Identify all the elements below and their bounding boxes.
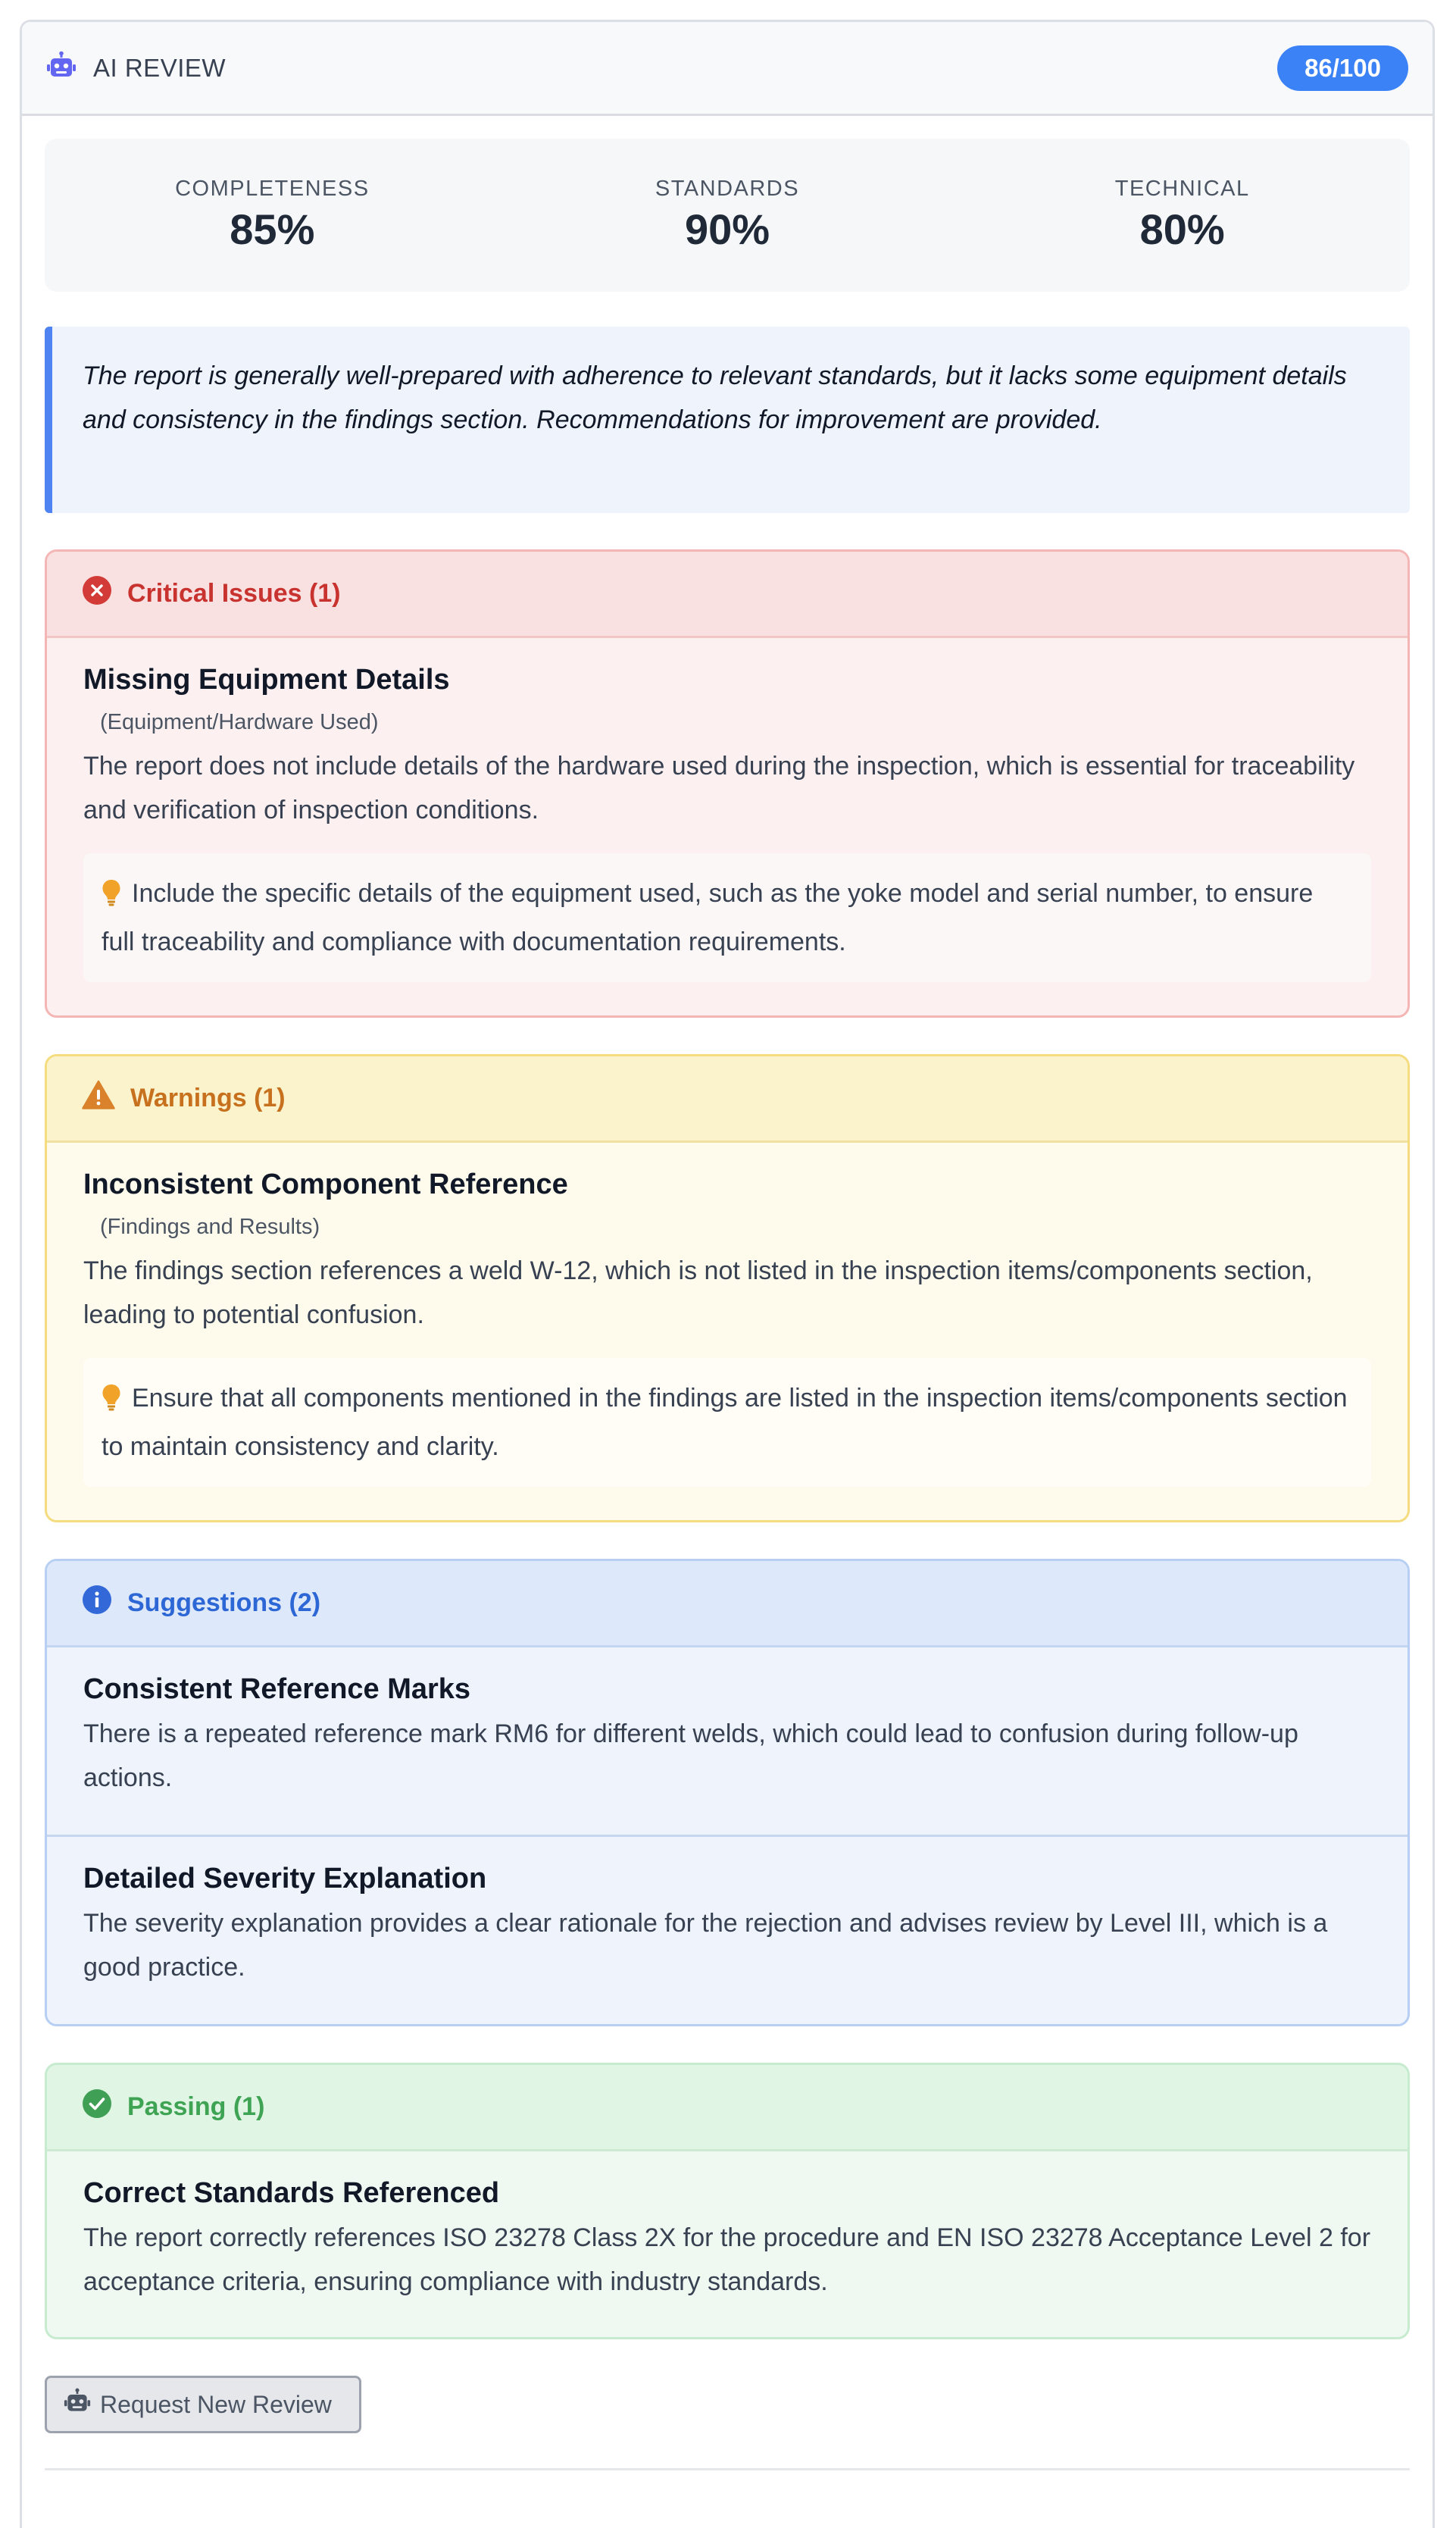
info-circle-icon xyxy=(82,1585,112,1622)
list-item xyxy=(47,2151,1408,2337)
warning-triangle-icon xyxy=(82,1080,115,1117)
review-header xyxy=(22,22,1433,116)
tip-text: Include the specific details of the equipment used, such as the yoke model and serial number, to ensure full traceability and compliance with documentation requirements. xyxy=(102,879,1314,956)
tip-text: Ensure that all components mentioned in the findings are listed in the inspection items/components section to maintain consistency and clarity. xyxy=(102,1384,1348,1461)
item-description: The severity explanation provides a clear rationale for the rejection and advises review by Level III, which is a good practice. xyxy=(83,1909,1328,1982)
check-circle-icon xyxy=(82,2088,112,2126)
item-title: Correct Standards Referenced xyxy=(83,2177,500,2209)
item-title: Inconsistent Component Reference xyxy=(83,1169,568,1200)
warnings-title: Warnings (1) xyxy=(130,1084,286,1112)
passing-section xyxy=(45,2063,1410,2339)
recommendation-tip xyxy=(83,853,1371,982)
critical-issues-section xyxy=(45,549,1410,1018)
review-content xyxy=(22,116,1433,2470)
metric-technical xyxy=(955,177,1410,254)
review-title: AI REVIEW xyxy=(93,53,227,82)
review-summary: The report is generally well-prepared with adherence to relevant standards, but it lacks some equipment details and consistency in the findings section. Recommendations for improvement are provided. xyxy=(45,327,1410,513)
critical-issues-header[interactable] xyxy=(47,552,1408,638)
metric-label: STANDARDS xyxy=(655,177,800,201)
list-item xyxy=(47,1835,1408,2024)
lightbulb-icon xyxy=(102,876,121,920)
item-title: Missing Equipment Details xyxy=(83,664,450,696)
lightbulb-icon xyxy=(102,1381,121,1425)
metric-value: 85% xyxy=(230,205,315,253)
suggestions-section xyxy=(45,1559,1410,2026)
recommendation-tip xyxy=(83,1358,1371,1487)
x-circle-icon xyxy=(82,575,112,612)
item-description: There is a repeated reference mark RM6 for different welds, which could lead to confusion during follow-up actions. xyxy=(83,1719,1298,1792)
item-description: The report correctly references ISO 23278 Class 2X for the procedure and EN ISO 23278 Acceptance Level 2 for acceptance criteria, ensuring compliance with industry standards. xyxy=(83,2223,1371,2296)
item-description: The report does not include details of the hardware used during the inspection, which is essential for traceability and verification of inspection conditions. xyxy=(83,752,1355,824)
item-category: (Findings and Results) xyxy=(100,1215,320,1239)
robot-icon xyxy=(64,2388,91,2421)
list-item xyxy=(47,638,1408,1015)
list-item xyxy=(47,1647,1408,1835)
request-new-review-button[interactable] xyxy=(45,2376,361,2433)
item-title: Detailed Severity Explanation xyxy=(83,1863,487,1894)
metric-completeness xyxy=(45,177,500,254)
metric-value: 80% xyxy=(1139,205,1225,253)
list-item xyxy=(47,1143,1408,1520)
score-badge: 86/100 xyxy=(1277,45,1408,91)
metrics-panel xyxy=(45,139,1410,292)
request-new-review-label: Request New Review xyxy=(100,2390,332,2418)
metric-label: TECHNICAL xyxy=(1114,177,1250,201)
passing-header[interactable] xyxy=(47,2065,1408,2151)
warnings-header[interactable] xyxy=(47,1056,1408,1143)
divider xyxy=(45,2468,1410,2470)
critical-issues-title: Critical Issues (1) xyxy=(127,579,341,608)
metric-label: COMPLETENESS xyxy=(175,177,370,201)
review-title-group xyxy=(46,51,226,85)
metric-standards xyxy=(500,177,955,254)
robot-icon xyxy=(46,51,77,85)
metric-value: 90% xyxy=(684,205,770,253)
warnings-section xyxy=(45,1054,1410,1522)
ai-review-card xyxy=(20,20,1435,2528)
item-description: The findings section references a weld W-12, which is not listed in the inspection items/components section, leading to potential confusion. xyxy=(83,1256,1313,1329)
suggestions-title: Suggestions (2) xyxy=(127,1588,321,1617)
suggestions-header[interactable] xyxy=(47,1561,1408,1647)
item-title: Consistent Reference Marks xyxy=(83,1673,471,1705)
passing-title: Passing (1) xyxy=(127,2092,265,2121)
item-category: (Equipment/Hardware Used) xyxy=(100,710,379,734)
